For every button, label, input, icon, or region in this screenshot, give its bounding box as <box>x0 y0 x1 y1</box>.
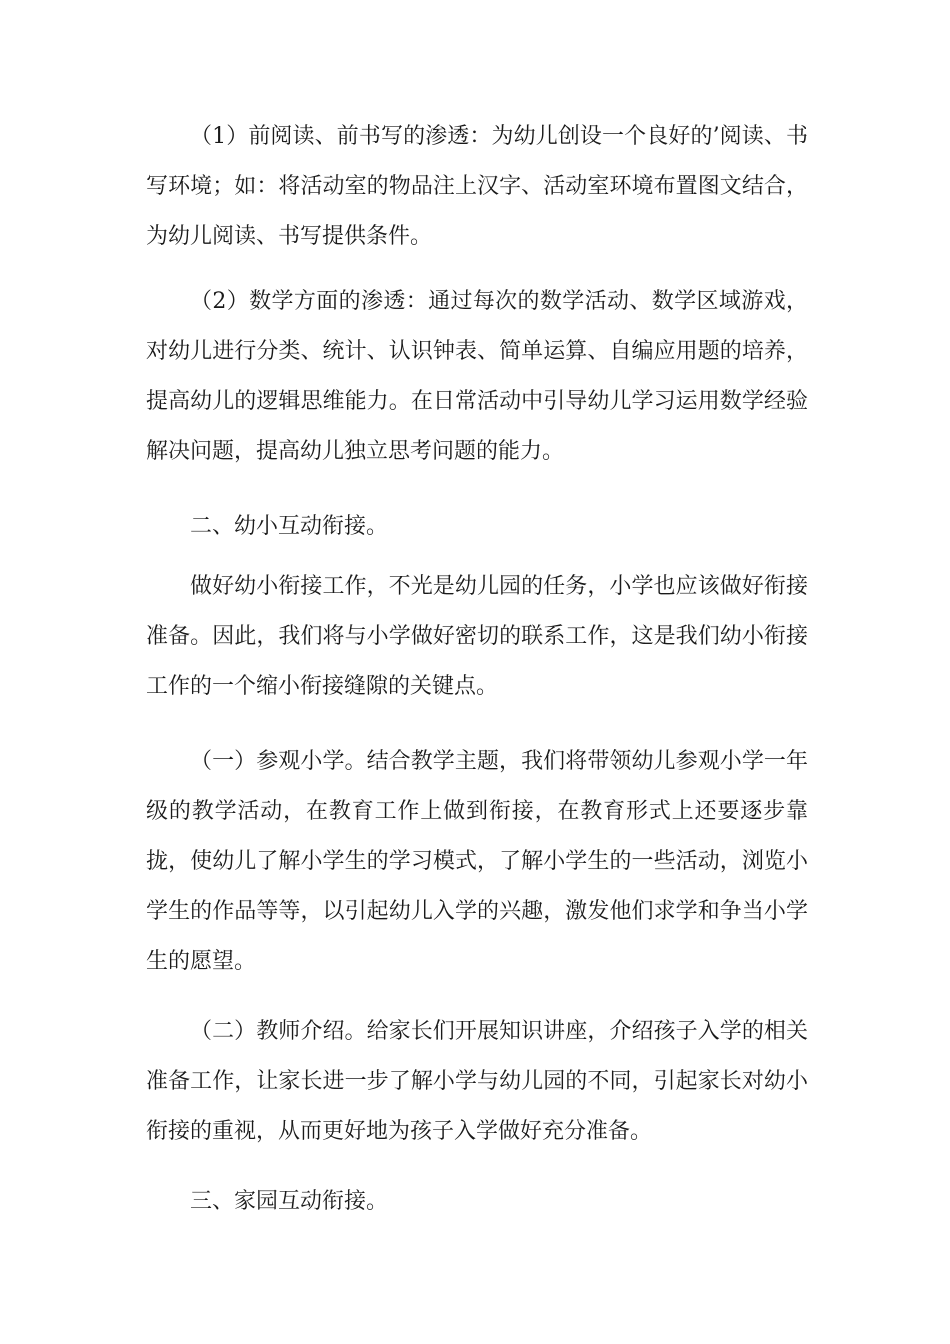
section-heading-kindergarten-primary: 二、幼小互动衔接。 <box>190 514 389 539</box>
paragraph-math-infusion: （2）数学方面的渗透：通过每次的数学活动、数学区域游戏，对幼儿进行分类、统计、认识钟表、简单运算、自编应用题的培养，提高幼儿的逻辑思维能力。在日常活动中引导幼儿学习运用数学经验解决问题，提高幼儿独立思考问题的能力。 <box>146 289 808 464</box>
paragraph-pre-reading-writing: （1）前阅读、前书写的渗透：为幼儿创设一个良好的’阅读、书写环境；如：将活动室的物品注上汉字、活动室环境布置图文结合，为幼儿阅读、书写提供条件。 <box>146 124 808 249</box>
paragraph-visit-primary-school: （一）参观小学。结合教学主题，我们将带领幼儿参观小学一年级的教学活动，在教育工作上做到衔接，在教育形式上还要逐步靠拢，使幼儿了解小学生的学习模式，了解小学生的一些活动，浏览小学生的作品等等，以引起幼儿入学的兴趣，激发他们求学和争当小学生的愿望。 <box>146 749 808 974</box>
paragraph-transition-work: 做好幼小衔接工作，不光是幼儿园的任务，小学也应该做好衔接准备。因此，我们将与小学做好密切的联系工作，这是我们幼小衔接工作的一个缩小衔接缝隙的关键点。 <box>146 574 808 699</box>
section-heading-home-school: 三、家园互动衔接。 <box>190 1189 389 1214</box>
paragraph-teacher-introduction: （二）教师介绍。给家长们开展知识讲座，介绍孩子入学的相关准备工作，让家长进一步了解小学与幼儿园的不同，引起家长对幼小衔接的重视，从而更好地为孩子入学做好充分准备。 <box>146 1019 808 1144</box>
